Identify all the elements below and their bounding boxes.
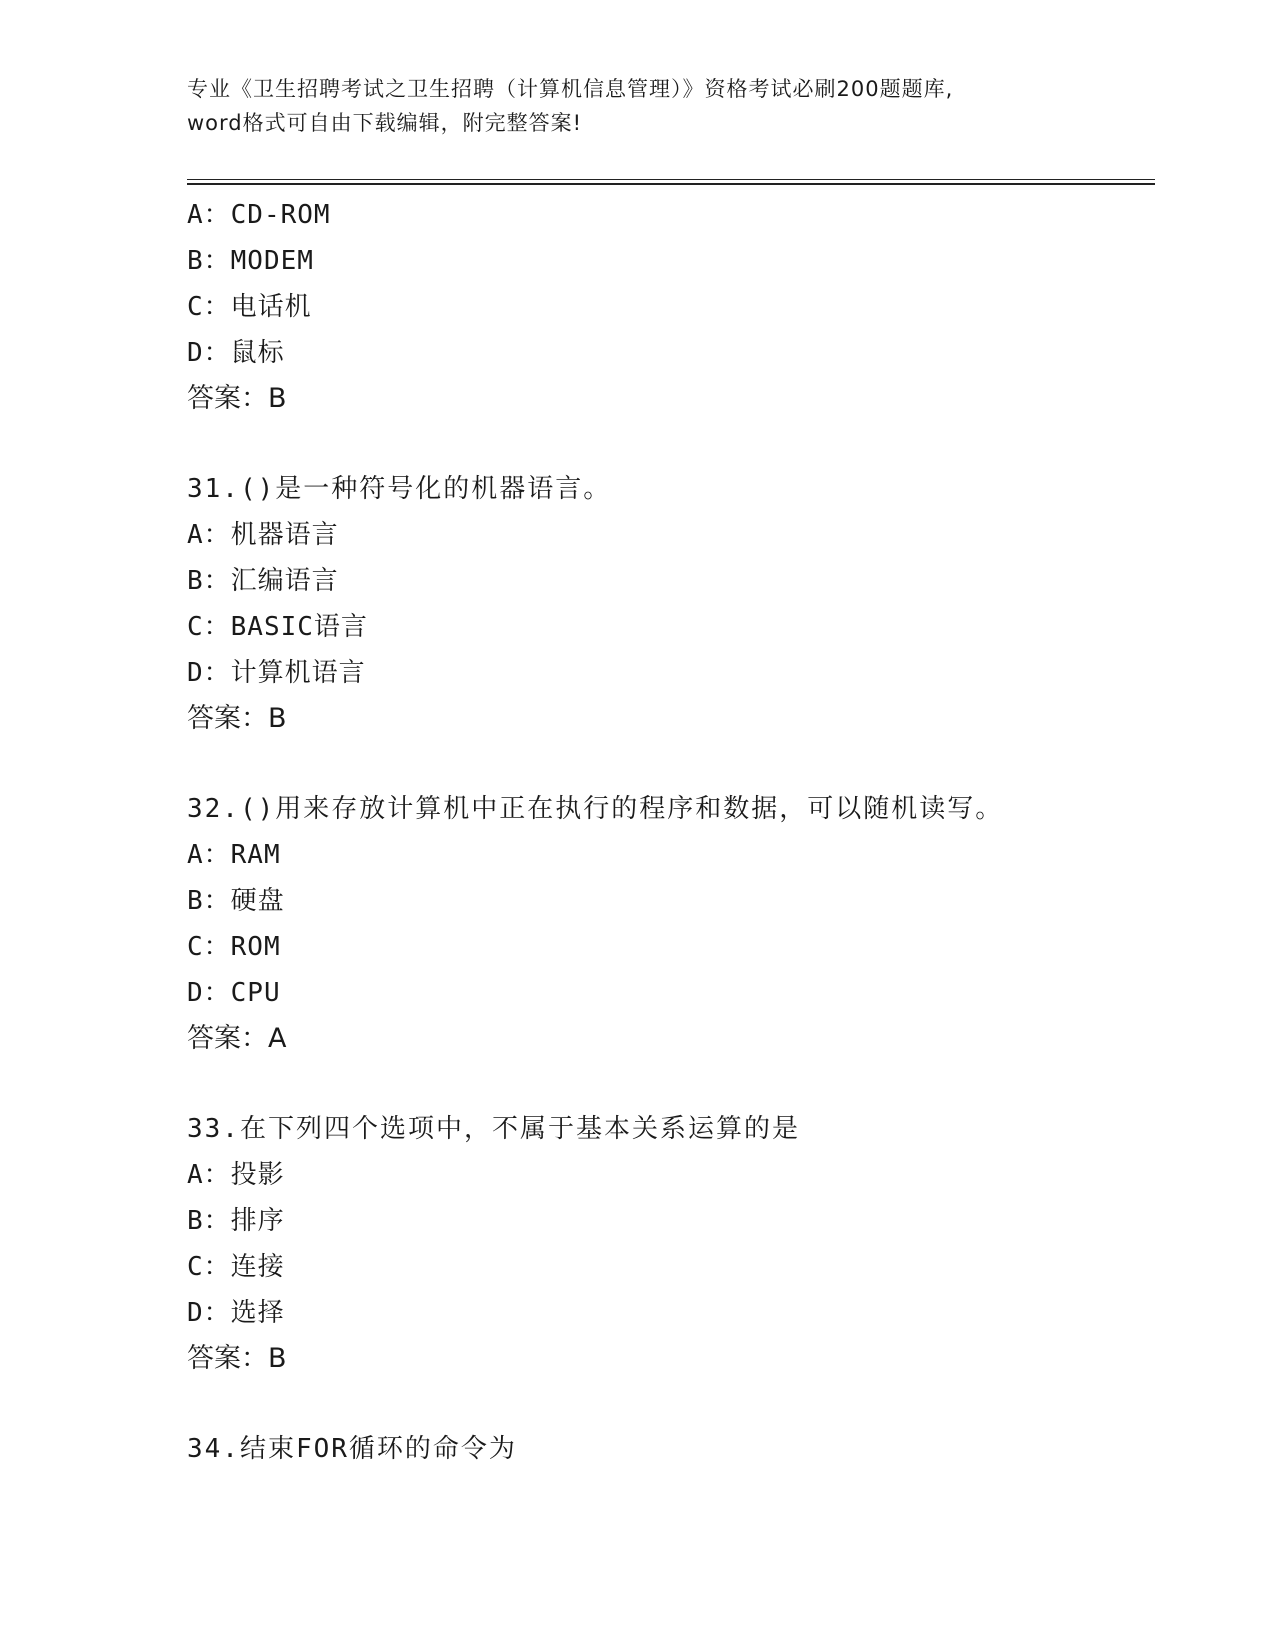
question-text: 31.()是一种符号化的机器语言。	[187, 474, 612, 504]
option-text: RAM	[230, 840, 281, 870]
question-block-33	[187, 1106, 1155, 1382]
option-d	[187, 330, 1155, 376]
option-label: A：	[187, 520, 231, 550]
header-line-2: word格式可自由下载编辑，附完整答案!	[187, 111, 583, 135]
question-block-continued	[187, 192, 1155, 422]
option-b	[187, 878, 1155, 924]
answer-line: 答案：B	[187, 1343, 287, 1374]
option-text: CD-ROM	[230, 200, 331, 230]
option-text: 排序	[230, 1206, 285, 1236]
answer-line: 答案：B	[187, 703, 287, 734]
option-text: 投影	[230, 1160, 285, 1190]
option-b	[187, 558, 1155, 604]
option-a	[187, 512, 1155, 558]
option-label: B：	[187, 886, 231, 916]
option-text: 选择	[230, 1298, 285, 1328]
option-text: 电话机	[230, 292, 312, 322]
option-label: C：	[187, 292, 231, 322]
option-label: D：	[187, 1298, 231, 1328]
option-label: D：	[187, 978, 231, 1008]
option-label: A：	[187, 200, 231, 230]
answer-line: 答案：A	[187, 1023, 287, 1054]
answer-line: 答案：B	[187, 383, 287, 414]
question-list	[187, 192, 1155, 1472]
option-label: C：	[187, 612, 231, 642]
option-text: MODEM	[230, 246, 314, 276]
option-d	[187, 970, 1155, 1016]
option-label: B：	[187, 246, 231, 276]
option-text: 机器语言	[230, 520, 339, 550]
question-block-34	[187, 1426, 1155, 1472]
question-block-31	[187, 466, 1155, 742]
option-text: BASIC语言	[230, 612, 368, 642]
option-label: D：	[187, 658, 231, 688]
option-text: ROM	[230, 932, 281, 962]
option-label: B：	[187, 566, 231, 596]
header-divider-thick	[187, 183, 1155, 185]
document-header	[187, 72, 1087, 140]
option-label: C：	[187, 932, 231, 962]
option-d	[187, 1290, 1155, 1336]
header-line-1: 专业《卫生招聘考试之卫生招聘（计算机信息管理）》资格考试必刷200题题库,	[187, 77, 954, 101]
question-text: 32.()用来存放计算机中正在执行的程序和数据，可以随机读写。	[187, 794, 1004, 824]
option-b	[187, 1198, 1155, 1244]
option-label: C：	[187, 1252, 231, 1282]
question-block-32	[187, 786, 1155, 1062]
option-text: 鼠标	[230, 338, 285, 368]
option-text: 连接	[230, 1252, 285, 1282]
option-a	[187, 832, 1155, 878]
option-label: D：	[187, 338, 231, 368]
option-c	[187, 1244, 1155, 1290]
option-label: A：	[187, 840, 231, 870]
option-label: A：	[187, 1160, 231, 1190]
option-b	[187, 238, 1155, 284]
option-text: 计算机语言	[230, 658, 366, 688]
option-c	[187, 284, 1155, 330]
option-text: 硬盘	[230, 886, 285, 916]
question-text: 34.结束FOR循环的命令为	[187, 1434, 517, 1464]
question-text: 33.在下列四个选项中，不属于基本关系运算的是	[187, 1114, 800, 1144]
option-text: 汇编语言	[230, 566, 339, 596]
option-c	[187, 924, 1155, 970]
option-text: CPU	[230, 978, 281, 1008]
option-label: B：	[187, 1206, 231, 1236]
option-a	[187, 192, 1155, 238]
option-a	[187, 1152, 1155, 1198]
option-d	[187, 650, 1155, 696]
option-c	[187, 604, 1155, 650]
header-divider-thin	[187, 179, 1155, 180]
